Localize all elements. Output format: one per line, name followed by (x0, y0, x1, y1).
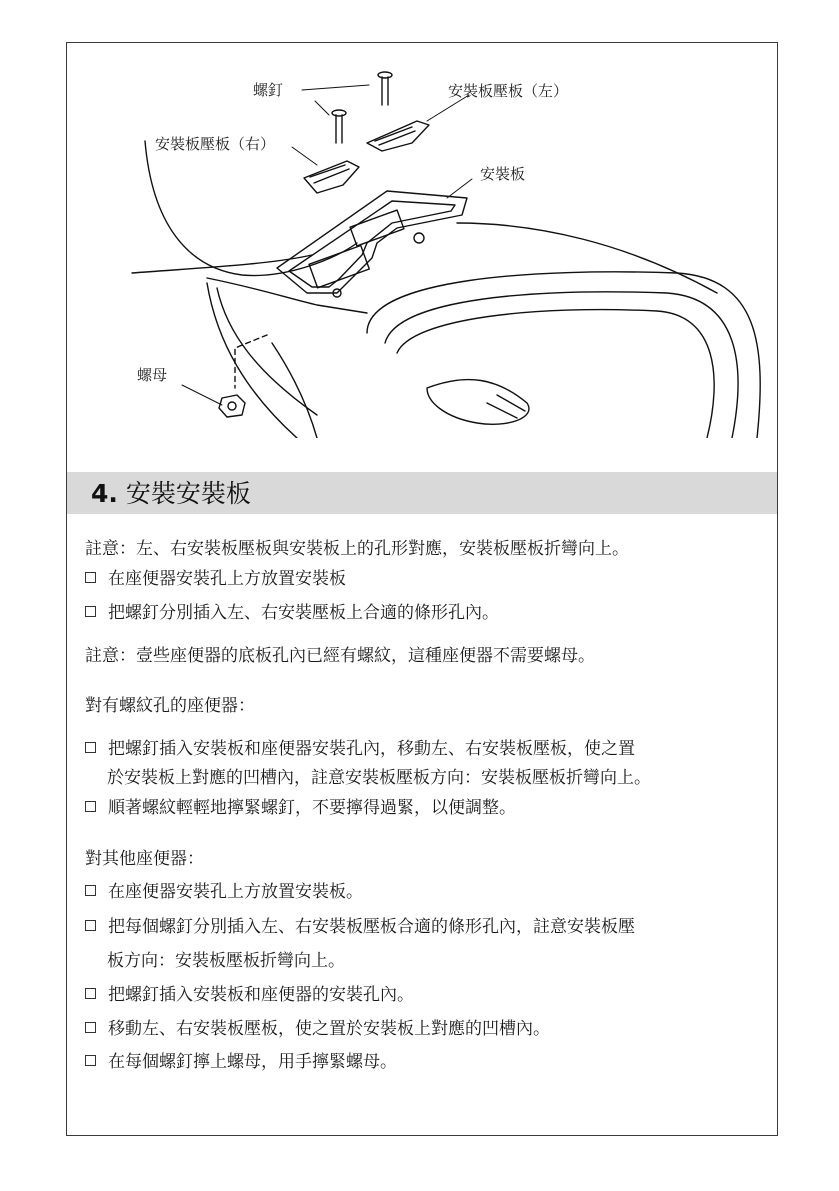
step-continuation: 於安裝板上對應的凹槽內，註意安裝板壓板方向：安裝板壓板折彎向上。 (107, 768, 651, 788)
section-title-text: 安裝安裝板 (125, 479, 251, 508)
screw-drawing-1 (378, 72, 392, 105)
step-text: 在座便器安裝孔上方放置安裝板。 (108, 882, 363, 902)
label-plate-right: 安裝板壓板（右） (155, 135, 276, 153)
screw-drawing-2 (332, 110, 346, 143)
list-item (85, 738, 635, 760)
label-screw: 螺釘 (253, 81, 284, 99)
checkbox-icon (85, 801, 96, 812)
list-item (85, 797, 516, 819)
list-item (85, 1018, 550, 1040)
plate-right-drawing (304, 161, 359, 193)
bowl-outline-left (145, 141, 357, 275)
installation-diagram (67, 43, 777, 438)
other-heading: 對其他座便器： (85, 849, 204, 869)
list-item (85, 881, 363, 903)
label-nut: 螺母 (137, 366, 168, 384)
toilet-illustration (67, 43, 777, 438)
step-text: 把螺釘分別插入左、右安裝壓板上合適的條形孔內。 (108, 603, 499, 623)
section-header (67, 472, 777, 514)
label-mounting-plate: 安裝板 (480, 165, 526, 183)
list-item (85, 1051, 397, 1073)
checkbox-icon (85, 988, 96, 999)
checkbox-icon (85, 606, 96, 617)
section-number: 4. (91, 479, 118, 508)
note-threaded-holes: 註意：壹些座便器的底板孔內已經有螺紋，這種座便器不需要螺母。 (85, 646, 595, 666)
checkbox-icon (85, 572, 96, 583)
checkbox-icon (85, 885, 96, 896)
checkbox-icon (85, 1055, 96, 1066)
step-text: 在每個螺釘擰上螺母，用手擰緊螺母。 (108, 1052, 397, 1072)
list-item (85, 916, 635, 938)
step-text: 順著螺紋輕輕地擰緊螺釘，不要擰得過緊，以便調整。 (108, 798, 516, 818)
nut-drawing (219, 395, 245, 417)
step-text: 移動左、右安裝板壓板，使之置於安裝板上對應的凹槽內。 (108, 1019, 550, 1039)
list-item (85, 602, 499, 624)
checkbox-icon (85, 742, 96, 753)
mounting-plate-drawing (277, 191, 467, 297)
checkbox-icon (85, 920, 96, 931)
list-item (85, 984, 414, 1006)
plate-left-drawing (367, 121, 429, 151)
deck-edge (132, 223, 717, 293)
step-continuation: 板方向：安裝板壓板折彎向上。 (107, 951, 345, 971)
step-text: 把螺釘插入安裝板和座便器的安裝孔內。 (108, 985, 414, 1005)
threaded-heading: 對有螺紋孔的座便器： (85, 696, 255, 716)
step-text: 把每個螺釘分別插入左、右安裝板壓板合適的條形孔內，註意安裝板壓 (108, 917, 635, 937)
list-item (85, 568, 346, 590)
step-text: 把螺釘插入安裝板和座便器安裝孔內，移動左、右安裝板壓板，使之置 (108, 739, 635, 759)
step-text: 在座便器安裝孔上方放置安裝板 (108, 569, 346, 589)
checkbox-icon (85, 1022, 96, 1033)
seat-opening (367, 272, 760, 438)
section-title (91, 479, 251, 508)
label-plate-left: 安裝板壓板（左） (448, 82, 569, 100)
note-plate-orientation: 註意：左、右安裝板壓板與安裝板上的孔形對應，安裝板壓板折彎向上。 (85, 539, 629, 559)
